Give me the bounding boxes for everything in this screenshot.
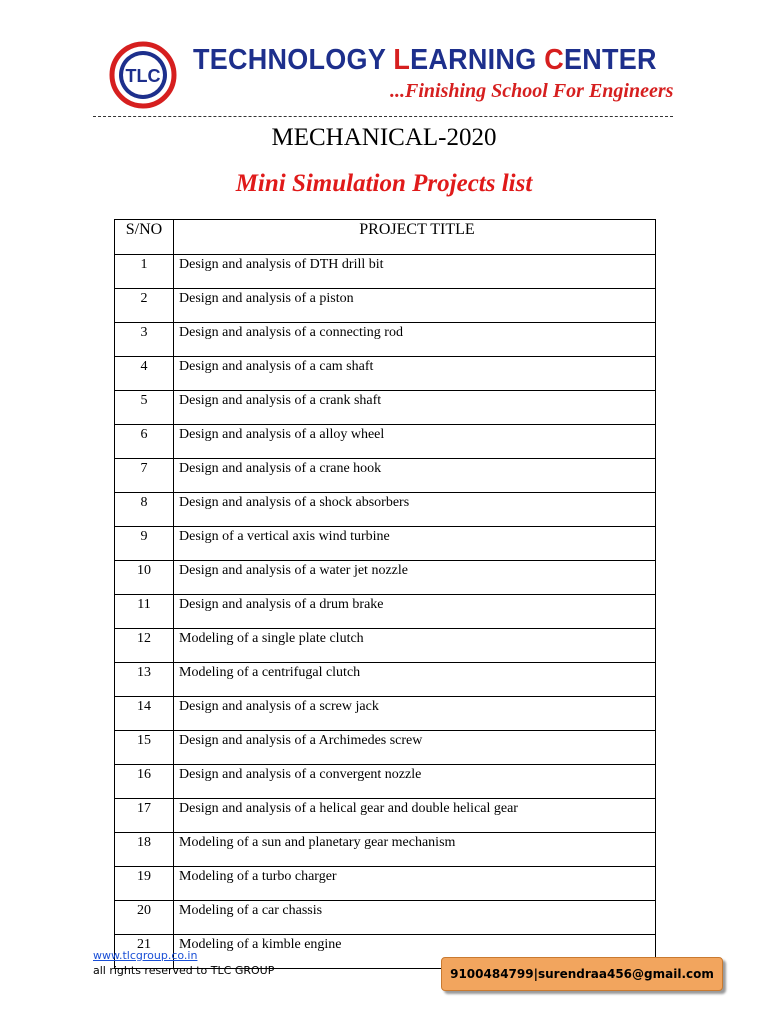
brand-word-technology: TECHNOLOGY <box>193 44 394 76</box>
row-sno: 6 <box>115 425 174 459</box>
row-sno: 3 <box>115 323 174 357</box>
row-sno: 10 <box>115 561 174 595</box>
website-link[interactable]: www.tlcgroup.co.in <box>93 949 198 962</box>
row-project-title: Modeling of a single plate clutch <box>174 629 656 663</box>
brand-word-enter: ENTER <box>563 44 657 76</box>
row-project-title: Design and analysis of a convergent nozzle <box>174 765 656 799</box>
row-project-title: Design and analysis of a screw jack <box>174 697 656 731</box>
table-row <box>115 901 656 935</box>
row-project-title: Design and analysis of a crank shaft <box>174 391 656 425</box>
header-divider <box>93 116 673 117</box>
row-project-title: Modeling of a centrifugal clutch <box>174 663 656 697</box>
row-sno: 11 <box>115 595 174 629</box>
table-row <box>115 459 656 493</box>
document-subheading: Mini Simulation Projects list <box>235 170 533 197</box>
table-row <box>115 493 656 527</box>
row-sno: 16 <box>115 765 174 799</box>
row-project-title: Design and analysis of a drum brake <box>174 595 656 629</box>
row-project-title: Design and analysis of a shock absorbers <box>174 493 656 527</box>
contact-box: 9100484799|surendraa456@gmail.com <box>441 957 723 991</box>
table-row <box>115 561 656 595</box>
row-sno: 2 <box>115 289 174 323</box>
row-project-title: Design and analysis of a cam shaft <box>174 357 656 391</box>
table-row <box>115 357 656 391</box>
row-project-title: Design and analysis of a alloy wheel <box>174 425 656 459</box>
row-sno: 15 <box>115 731 174 765</box>
table-row <box>115 731 656 765</box>
row-project-title: Design and analysis of a helical gear and double helical gear <box>174 799 656 833</box>
row-project-title: Design of a vertical axis wind turbine <box>174 527 656 561</box>
row-sno: 8 <box>115 493 174 527</box>
document-heading: MECHANICAL-2020 <box>271 124 497 151</box>
row-project-title: Design and analysis of a water jet nozzle <box>174 561 656 595</box>
row-sno: 19 <box>115 867 174 901</box>
row-sno: 9 <box>115 527 174 561</box>
brand-accent-c: C <box>544 44 564 76</box>
table-row <box>115 629 656 663</box>
table-row <box>115 289 656 323</box>
table-header-row <box>115 220 656 255</box>
header-sno: S/NO <box>115 220 174 255</box>
header-project-title: PROJECT TITLE <box>174 220 656 255</box>
row-project-title: Modeling of a turbo charger <box>174 867 656 901</box>
row-project-title: Design and analysis of a connecting rod <box>174 323 656 357</box>
table-row <box>115 663 656 697</box>
row-project-title: Design and analysis of a crane hook <box>174 459 656 493</box>
row-project-title: Modeling of a kimble engine <box>174 935 656 969</box>
table-row <box>115 425 656 459</box>
table-row <box>115 595 656 629</box>
row-sno: 21 <box>115 935 174 969</box>
row-sno: 7 <box>115 459 174 493</box>
table-row <box>115 255 656 289</box>
table-row <box>115 527 656 561</box>
table-row <box>115 391 656 425</box>
table-row <box>115 799 656 833</box>
row-project-title: Design and analysis of a Archimedes screw <box>174 731 656 765</box>
row-project-title: Design and analysis of a piston <box>174 289 656 323</box>
table-row <box>115 867 656 901</box>
brand-accent-l: L <box>393 44 411 76</box>
row-sno: 4 <box>115 357 174 391</box>
table-row <box>115 765 656 799</box>
document-header <box>0 0 768 120</box>
row-sno: 17 <box>115 799 174 833</box>
row-sno: 13 <box>115 663 174 697</box>
brand-word-earning: EARNING <box>410 44 545 76</box>
row-sno: 12 <box>115 629 174 663</box>
row-project-title: Modeling of a sun and planetary gear mechanism <box>174 833 656 867</box>
row-sno: 5 <box>115 391 174 425</box>
brand-title <box>193 44 657 77</box>
row-sno: 20 <box>115 901 174 935</box>
row-project-title: Modeling of a car chassis <box>174 901 656 935</box>
tlc-logo <box>108 40 178 110</box>
logo-text: TLC <box>125 66 161 86</box>
table-row <box>115 323 656 357</box>
brand-tagline: ...Finishing School For Engineers <box>390 80 674 102</box>
projects-table <box>114 219 656 969</box>
rights-notice: all rights reserved to TLC GROUP <box>93 964 275 977</box>
row-sno: 14 <box>115 697 174 731</box>
row-project-title: Design and analysis of DTH drill bit <box>174 255 656 289</box>
table-row <box>115 833 656 867</box>
row-sno: 1 <box>115 255 174 289</box>
row-sno: 18 <box>115 833 174 867</box>
table-row <box>115 697 656 731</box>
